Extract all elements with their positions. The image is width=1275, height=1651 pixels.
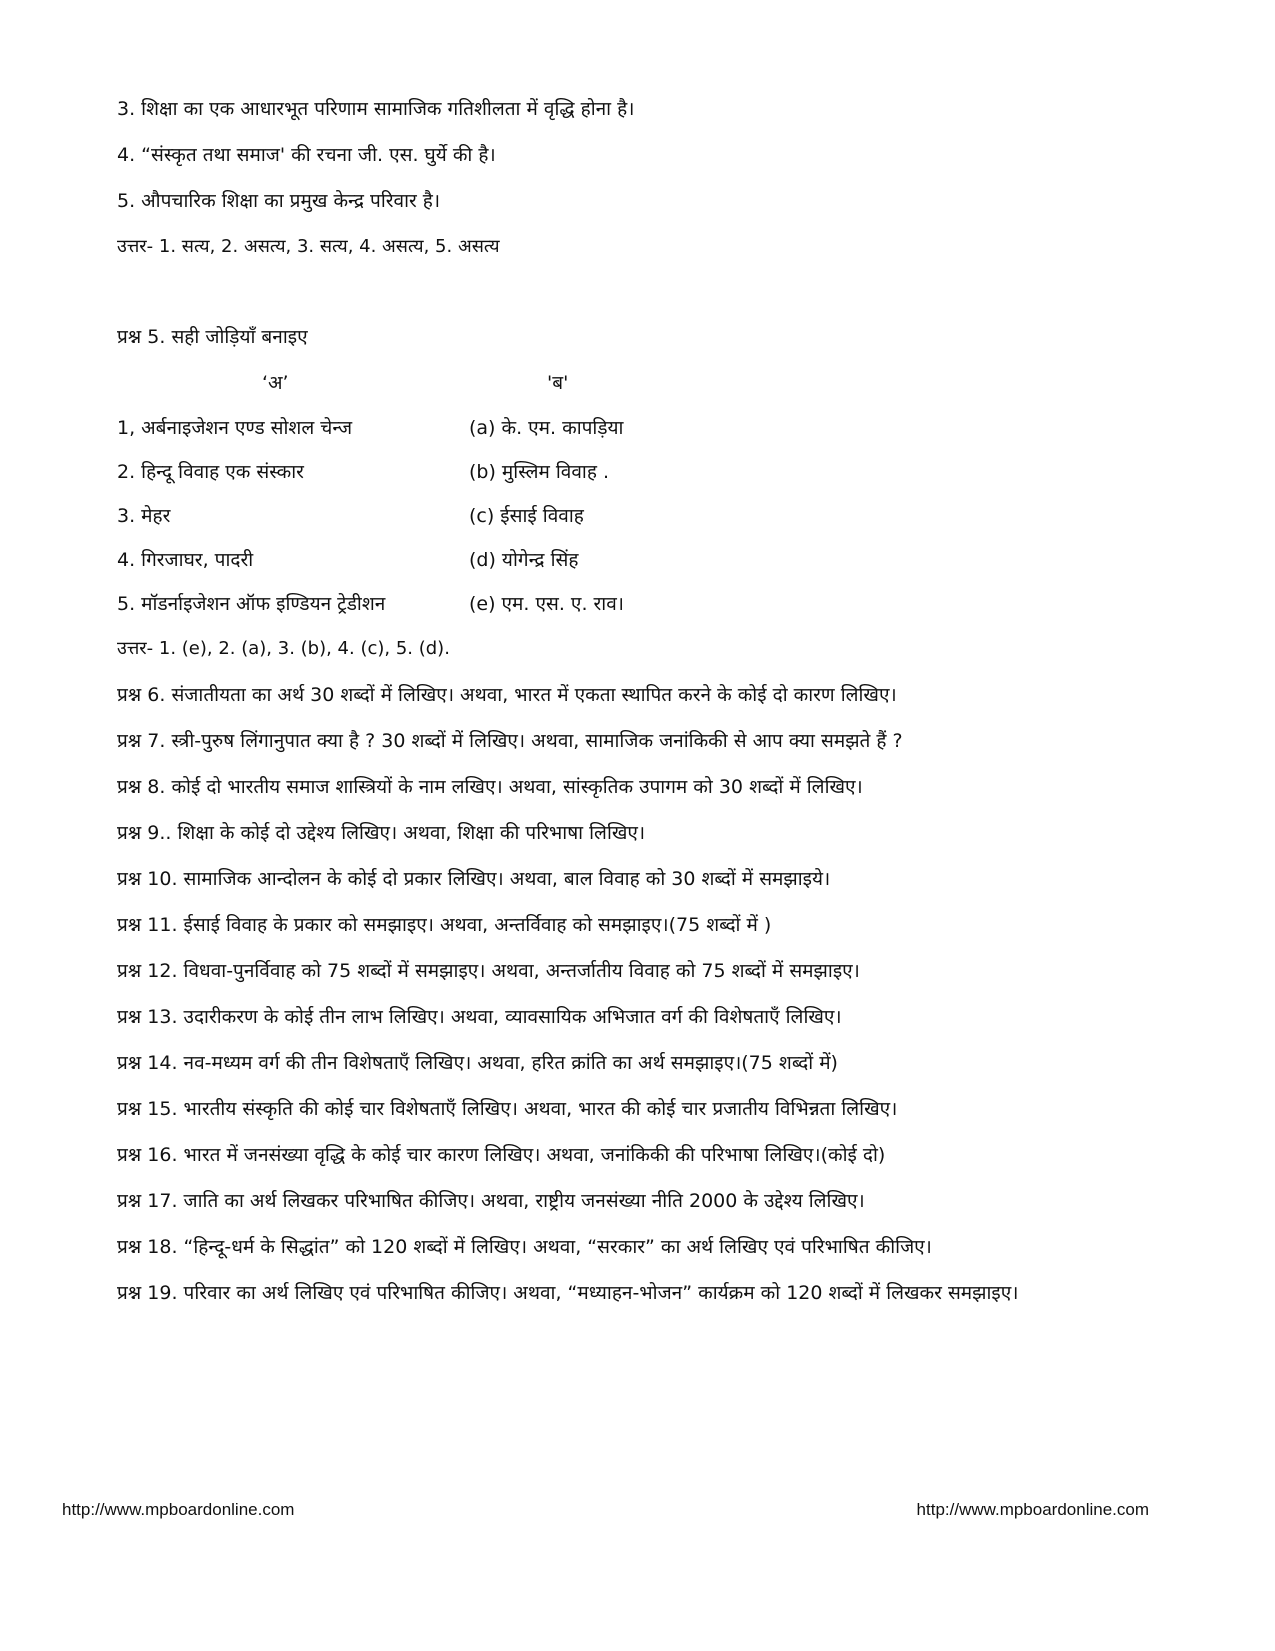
match-row [117,582,1177,626]
statement-3: 3. शिक्षा का एक आधारभूत परिणाम सामाजिक गतिशीलता में वृद्धि होना है। [117,98,635,120]
question-10: प्रश्न 10. सामाजिक आन्दोलन के कोई दो प्रकार लिखिए। अथवा, बाल विवाह को 30 शब्दों में समझाइये। [117,868,831,890]
statement-4: 4. “संस्कृत तथा समाज' की रचना जी. एस. घुर्ये की है। [117,144,496,166]
footer-link-left[interactable]: http://www.mpboardonline.com [62,1500,295,1519]
question-6: प्रश्न 6. संजातीयता का अर्थ 30 शब्दों में लिखिए। अथवा, भारत में एकता स्थापित करने के कोई दो कारण लिखिए। [117,684,897,706]
column-b-heading: 'ब' [547,372,569,394]
match-row [117,494,1177,538]
match-column-headers [117,360,1177,406]
section-gap [117,270,1177,314]
match-answer: उत्तर- 1. (e), 2. (a), 3. (b), 4. (c), 5. (d). [117,638,450,659]
match-item-b: (c) ईसाई विवाह [469,505,584,527]
question-13: प्रश्न 13. उदारीकरण के कोई तीन लाभ लिखिए। अथवा, व्यावसायिक अभिजात वर्ग की विशेषताएँ लिखिए। [117,1006,842,1028]
match-row [117,406,1177,450]
question-16: प्रश्न 16. भारत में जनसंख्या वृद्धि के कोई चार कारण लिखिए। अथवा, जनांकिकी की परिभाषा लिखिए।(कोई दो) [117,1144,886,1166]
question-7: प्रश्न 7. स्त्री-पुरुष लिंगानुपात क्या है ? 30 शब्दों में लिखिए। अथवा, सामाजिक जनांकिकी से आप क्या समझते हैं ? [117,730,903,752]
match-item-a: 5. मॉडर्नाइजेशन ऑफ इण्डियन ट्रेडीशन [117,593,386,615]
question-15: प्रश्न 15. भारतीय संस्कृति की कोई चार विशेषताएँ लिखिए। अथवा, भारत की कोई चार प्रजातीय विभिन्नता लिखिए। [117,1098,898,1120]
question-14: प्रश्न 14. नव-मध्यम वर्ग की तीन विशेषताएँ लिखिए। अथवा, हरित क्रांति का अर्थ समझाइए।(75 शब्दों में) [117,1052,838,1074]
footer-link-right[interactable]: http://www.mpboardonline.com [916,1500,1149,1519]
match-item-a: 4. गिरजाघर, पादरी [117,549,254,571]
statement-5: 5. औपचारिक शिक्षा का प्रमुख केन्द्र परिवार है। [117,190,441,212]
question-18: प्रश्न 18. “हिन्दू-धर्म के सिद्धांत” को 120 शब्दों में लिखिए। अथवा, “सरकार” का अर्थ लिखिए एवं परिभाषित कीजिए। [117,1236,932,1258]
true-false-answer: उत्तर- 1. सत्य, 2. असत्य, 3. सत्य, 4. असत्य, 5. असत्य [117,236,500,257]
match-item-a: 3. मेहर [117,505,171,527]
match-item-b: (b) मुस्लिम विवाह . [469,461,610,483]
question-9: प्रश्न 9.. शिक्षा के कोई दो उद्देश्य लिखिए। अथवा, शिक्षा की परिभाषा लिखिए। [117,822,646,844]
match-row [117,538,1177,582]
question-12: प्रश्न 12. विधवा-पुनर्विवाह को 75 शब्दों में समझाइए। अथवा, अन्तर्जातीय विवाह को 75 शब्दों में समझाइए। [117,960,860,982]
match-item-b: (e) एम. एस. ए. राव। [469,593,624,615]
question-17: प्रश्न 17. जाति का अर्थ लिखकर परिभाषित कीजिए। अथवा, राष्ट्रीय जनसंख्या नीति 2000 के उद्देश्य लिखिए। [117,1190,865,1212]
match-row [117,450,1177,494]
question-11: प्रश्न 11. ईसाई विवाह के प्रकार को समझाइए। अथवा, अन्तर्विवाह को समझाइए।(75 शब्दों में ) [117,914,772,936]
match-item-a: 2. हिन्दू विवाह एक संस्कार [117,461,304,483]
question-5-title: प्रश्न 5. सही जोड़ियाँ बनाइए [117,326,308,348]
question-8: प्रश्न 8. कोई दो भारतीय समाज शास्त्रियों के नाम लखिए। अथवा, सांस्कृतिक उपागम को 30 शब्दों में लिखिए। [117,776,863,798]
match-item-b: (d) योगेन्द्र सिंह [469,549,579,571]
match-item-a: 1, अर्बनाइजेशन एण्ड सोशल चेन्ज [117,417,353,439]
column-a-heading: ‘अ’ [262,372,289,394]
document-body [117,86,1177,1316]
match-item-b: (a) के. एम. कापड़िया [469,417,624,439]
question-19: प्रश्न 19. परिवार का अर्थ लिखिए एवं परिभाषित कीजिए। अथवा, “मध्याहन-भोजन” कार्यक्रम को 120 शब्दों में लिखकर समझाइए। [117,1282,1019,1304]
